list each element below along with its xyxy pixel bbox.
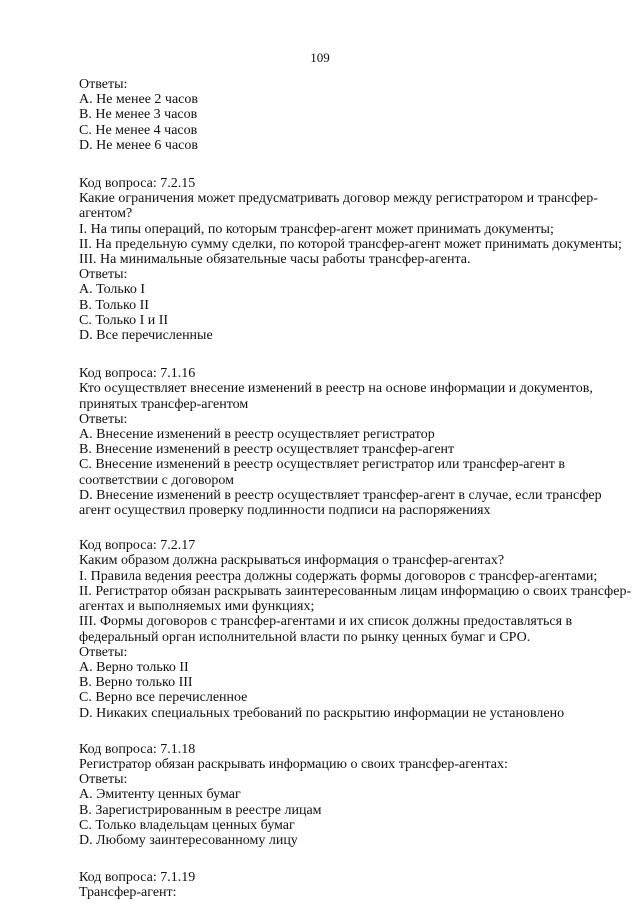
answer-option: A. Верно только II: [79, 659, 189, 675]
answer-option: D. Любому заинтересованному лицу: [79, 832, 298, 848]
answers-label: Ответы:: [79, 411, 128, 427]
answers-continuation: [79, 77, 619, 153]
answer-option: B. Только II: [79, 297, 149, 313]
answers-label: Ответы:: [79, 267, 128, 283]
question-statement: III. На минимальные обязательные часы работы трансфер-агента.: [79, 252, 471, 268]
question-text: Регистратор обязан раскрывать информацию о своих трансфер-агентах:: [79, 756, 508, 772]
question-block: [79, 366, 619, 518]
answer-option: D. Никаких специальных требований по раскрытию информации не установлено: [79, 705, 565, 721]
answer-option: B. Внесение изменений в реестр осуществляет трансфер-агент: [79, 442, 455, 458]
question-statement: агентах и выполняемых ими функциях;: [79, 599, 315, 615]
question-code: Код вопроса: 7.2.17: [79, 538, 196, 554]
answer-option: C. Только I и II: [79, 312, 169, 328]
answer-option: A. Эмитенту ценных бумаг: [79, 787, 241, 803]
question-statement: III. Формы договоров с трансфер-агентами и их список должны предоставляться в: [79, 614, 573, 630]
answer-option: D. Внесение изменений в реестр осуществляет трансфер-агент в случае, если трансфер: [79, 487, 602, 503]
question-text: Каким образом должна раскрываться информация о трансфер-агентах?: [79, 553, 505, 569]
answer-option: B. Верно только III: [79, 675, 193, 691]
answer-option: агент осуществил проверку подлинности подписи на распоряжениях: [79, 503, 491, 519]
answer-option: соответствии с договором: [79, 472, 234, 488]
question-text: агентом?: [79, 206, 133, 222]
question-statement: II. На предельную сумму сделки, по которой трансфер-агент может принимать документы;: [79, 236, 622, 252]
page-number: 109: [310, 50, 330, 65]
answer-option: D. Все перечисленные: [79, 328, 213, 344]
question-text: Какие ограничения может предусматривать договор между регистратором и трансфер-: [79, 191, 598, 207]
question-block: [79, 176, 622, 344]
question-code: Код вопроса: 7.2.15: [79, 176, 196, 192]
question-code: Код вопроса: 7.1.18: [79, 741, 196, 757]
question-code: Код вопроса: 7.1.16: [79, 366, 196, 382]
answers-label: Ответы:: [79, 77, 128, 92]
answer-option: A. Только I: [79, 282, 146, 298]
question-statement: федеральный орган исполнительной власти по рынку ценных бумаг и СРО.: [79, 629, 531, 645]
question-statement: II. Регистратор обязан раскрывать заинтересованным лицам информацию о своих трансфер-: [79, 583, 632, 599]
question-statement: I. На типы операций, по которым трансфер-агент может принимать документы;: [79, 221, 554, 237]
answer-option: A. Не менее 2 часов: [79, 92, 199, 108]
answer-option: C. Верно все перечисленное: [79, 690, 248, 706]
question-text: Трансфер-агент:: [79, 885, 177, 901]
answer-option: C. Внесение изменений в реестр осуществляет регистратор или трансфер-агент в: [79, 457, 565, 473]
page-content: [79, 77, 632, 901]
question-statement: I. Правила ведения реестра должны содержать формы договоров с трансфер-агентами;: [79, 568, 598, 584]
answer-option: A. Внесение изменений в реестр осуществляет регистратор: [79, 427, 435, 443]
answers-label: Ответы:: [79, 644, 128, 660]
answers-label: Ответы:: [79, 772, 128, 788]
question-text: Кто осуществляет внесение изменений в реестр на основе информации и документов,: [79, 381, 593, 397]
answer-option: C. Только владельцам ценных бумаг: [79, 817, 295, 833]
answer-option: C. Не менее 4 часов: [79, 122, 198, 138]
answer-option: B. Не менее 3 часов: [79, 107, 198, 123]
question-text: принятых трансфер-агентом: [79, 396, 249, 412]
question-code: Код вопроса: 7.1.19: [79, 870, 196, 886]
question-block: [79, 742, 619, 848]
question-block: [79, 538, 632, 721]
question-block: [79, 870, 619, 900]
answer-option: B. Зарегистрированным в реестре лицам: [79, 802, 322, 818]
answer-option: D. Не менее 6 часов: [79, 137, 199, 153]
